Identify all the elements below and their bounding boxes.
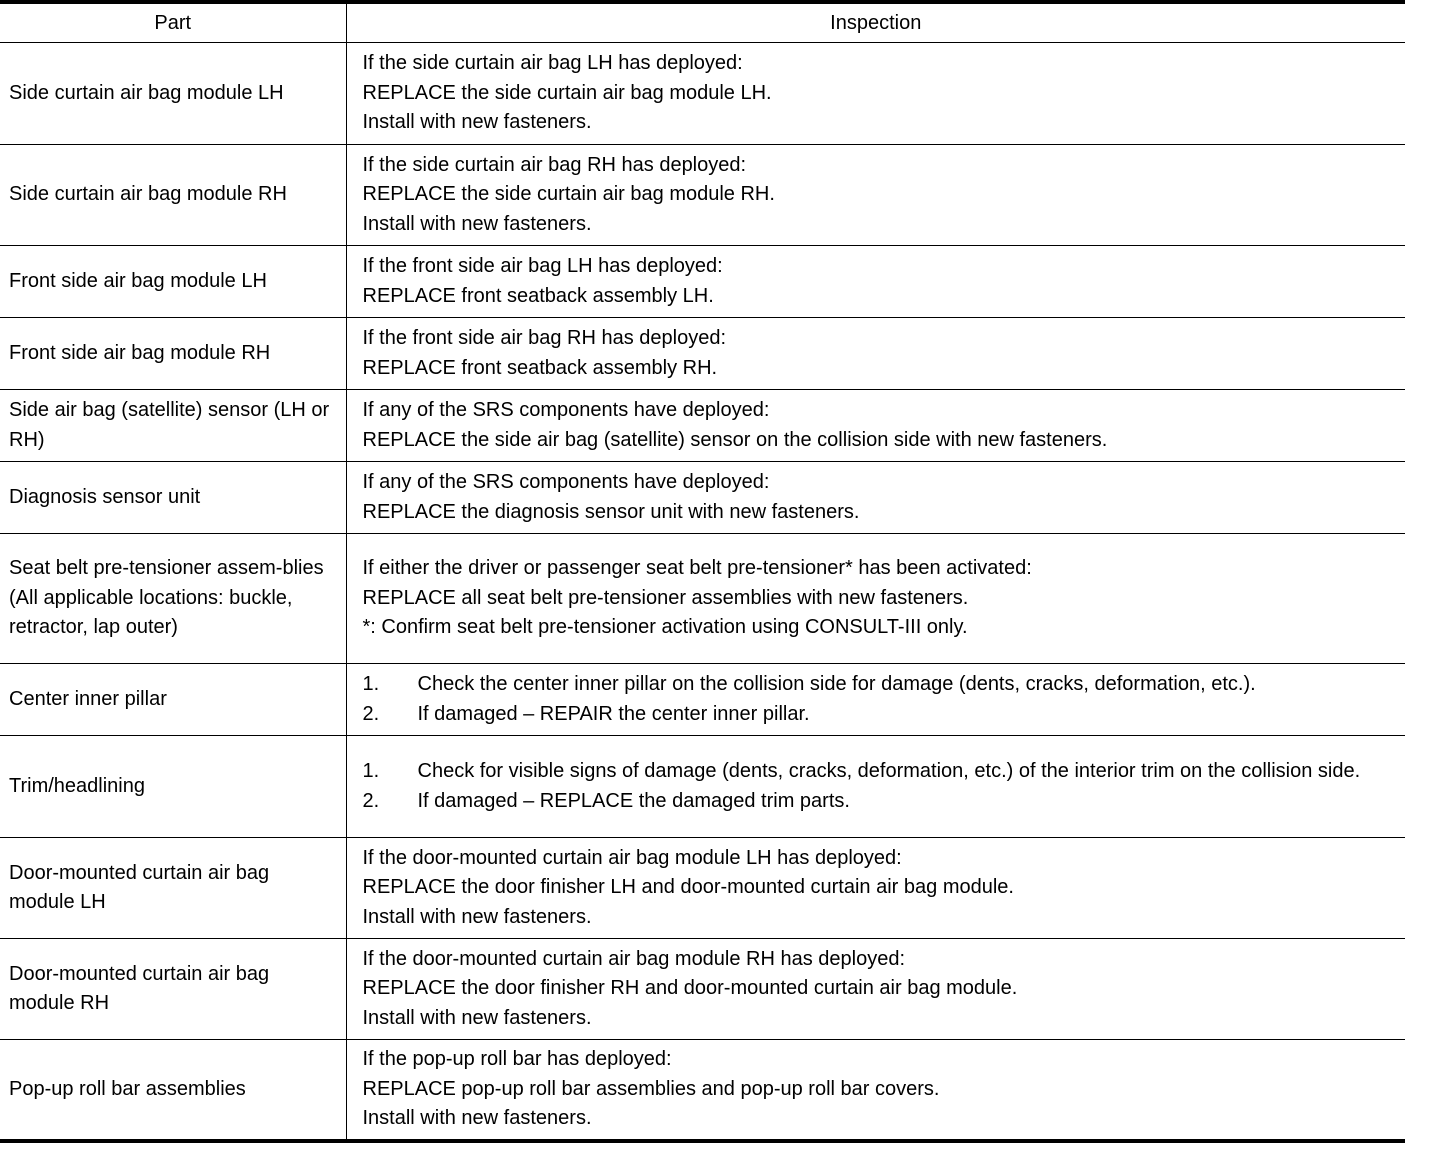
part-name: Side curtain air bag module RH: [9, 183, 287, 206]
part-name: Door-mounted curtain air bag module LH: [9, 861, 270, 913]
inspection-line: REPLACE the door finisher LH and door-mounted curtain air bag module.: [362, 876, 1014, 899]
part-name: Front side air bag module LH: [9, 269, 267, 292]
inspection-line: REPLACE the side curtain air bag module LH.: [362, 81, 772, 104]
inspection-cell: [346, 664, 1405, 736]
inspection-line: If the side curtain air bag RH has deployed:: [362, 153, 747, 176]
table-body: [0, 43, 1405, 1141]
step-number: 2.: [362, 702, 380, 725]
part-cell: [0, 664, 346, 736]
inspection-line: REPLACE front seatback assembly LH.: [362, 284, 714, 307]
part-name: Diagnosis sensor unit: [9, 485, 201, 508]
part-cell: [0, 736, 346, 838]
step-text: Check the center inner pillar on the collision side for damage (dents, cracks, deformation, etc.).: [417, 673, 1256, 695]
table-row: [0, 736, 1405, 838]
part-name: Side air bag (satellite) sensor (LH or RH): [9, 399, 330, 451]
part-cell: [0, 939, 346, 1040]
inspection-line: REPLACE the diagnosis sensor unit with new fasteners.: [362, 500, 860, 523]
table-row: [0, 838, 1405, 939]
inspection-line: REPLACE all seat belt pre-tensioner assemblies with new fasteners.: [362, 586, 969, 609]
inspection-cell: [346, 736, 1405, 838]
inspection-line: If the front side air bag LH has deployed:: [362, 255, 723, 277]
inspection-steps: [363, 670, 1404, 729]
step-text: Check for visible signs of damage (dents, cracks, deformation, etc.) of the interior trim on the collision side.: [417, 760, 1361, 782]
table-row: [0, 1040, 1405, 1141]
inspection-cell: [346, 43, 1405, 145]
inspection-line: If the door-mounted curtain air bag module LH has deployed:: [362, 846, 902, 869]
inspection-cell: [346, 318, 1405, 390]
inspection-line: Install with new fasteners.: [362, 1006, 592, 1029]
inspection-line: REPLACE the side air bag (satellite) sensor on the collision side with new fasteners.: [362, 428, 1108, 451]
step-number: 1.: [362, 760, 380, 782]
part-name: Front side air bag module RH: [9, 341, 271, 364]
inspection-line: Install with new fasteners.: [362, 1107, 592, 1129]
header-part: Part: [154, 11, 192, 34]
part-name: Pop-up roll bar assemblies: [9, 1077, 246, 1100]
inspection-step: [363, 787, 1404, 817]
part-cell: [0, 462, 346, 534]
part-name: Center inner pillar: [9, 687, 167, 710]
inspection-cell: [346, 1040, 1405, 1141]
inspection-line: If any of the SRS components have deployed:: [362, 399, 770, 421]
part-name: Trim/headlining: [9, 774, 145, 797]
inspection-line: If any of the SRS components have deployed:: [362, 471, 770, 493]
part-name: Side curtain air bag module LH: [9, 81, 284, 104]
table-row: [0, 318, 1405, 390]
part-cell: [0, 534, 346, 664]
inspection-line: Install with new fasteners.: [362, 111, 592, 134]
inspection-cell: [346, 462, 1405, 534]
step-number: 1.: [362, 673, 380, 695]
part-cell: [0, 390, 346, 462]
table-row: [0, 534, 1405, 664]
table-row: [0, 43, 1405, 145]
part-cell: [0, 1040, 346, 1141]
inspection-line: Install with new fasteners.: [362, 212, 592, 235]
header-inspection: Inspection: [346, 2, 1405, 43]
inspection-step: [363, 700, 1404, 730]
inspection-line: Install with new fasteners.: [362, 905, 592, 928]
table-row: [0, 664, 1405, 736]
inspection-step: [363, 670, 1404, 700]
inspection-line: If the front side air bag RH has deployed:: [362, 327, 727, 349]
step-text: If damaged – REPAIR the center inner pillar.: [417, 702, 810, 725]
table-row: [0, 246, 1405, 318]
table-row: [0, 462, 1405, 534]
part-cell: [0, 145, 346, 246]
inspection-line: If the side curtain air bag LH has deployed:: [362, 52, 743, 75]
table-header-row: [0, 2, 1405, 43]
step-number: 2.: [362, 789, 380, 812]
inspection-line: REPLACE pop-up roll bar assemblies and pop-up roll bar covers.: [362, 1077, 940, 1100]
inspection-line: *: Confirm seat belt pre-tensioner activation using CONSULT-III only.: [362, 616, 968, 639]
part-name: Seat belt pre-tensioner assem-blies: [9, 557, 324, 580]
part-cell: [0, 838, 346, 939]
inspection-cell: [346, 534, 1405, 664]
inspection-cell: [346, 939, 1405, 1040]
part-name: Door-mounted curtain air bag module RH: [9, 962, 270, 1014]
part-note: (All applicable locations: buckle, retractor, lap outer): [9, 586, 293, 639]
inspection-cell: [346, 246, 1405, 318]
step-text: If damaged – REPLACE the damaged trim parts.: [417, 789, 850, 812]
inspection-line: If the pop-up roll bar has deployed:: [362, 1048, 672, 1070]
inspection-step: [363, 757, 1404, 787]
part-cell: [0, 318, 346, 390]
table-row: [0, 390, 1405, 462]
inspection-line: REPLACE the side curtain air bag module RH.: [362, 183, 775, 206]
inspection-cell: [346, 838, 1405, 939]
inspection-steps: [363, 757, 1404, 816]
part-cell: [0, 43, 346, 145]
inspection-cell: [346, 145, 1405, 246]
part-cell: [0, 246, 346, 318]
inspection-line: REPLACE the door finisher RH and door-mounted curtain air bag module.: [362, 977, 1018, 1000]
inspection-line: If the door-mounted curtain air bag module RH has deployed:: [362, 947, 906, 970]
inspection-cell: [346, 390, 1405, 462]
table-row: [0, 145, 1405, 246]
inspection-line: REPLACE front seatback assembly RH.: [362, 356, 718, 379]
table-row: [0, 939, 1405, 1040]
inspection-line: If either the driver or passenger seat belt pre-tensioner* has been activated:: [362, 557, 1032, 580]
